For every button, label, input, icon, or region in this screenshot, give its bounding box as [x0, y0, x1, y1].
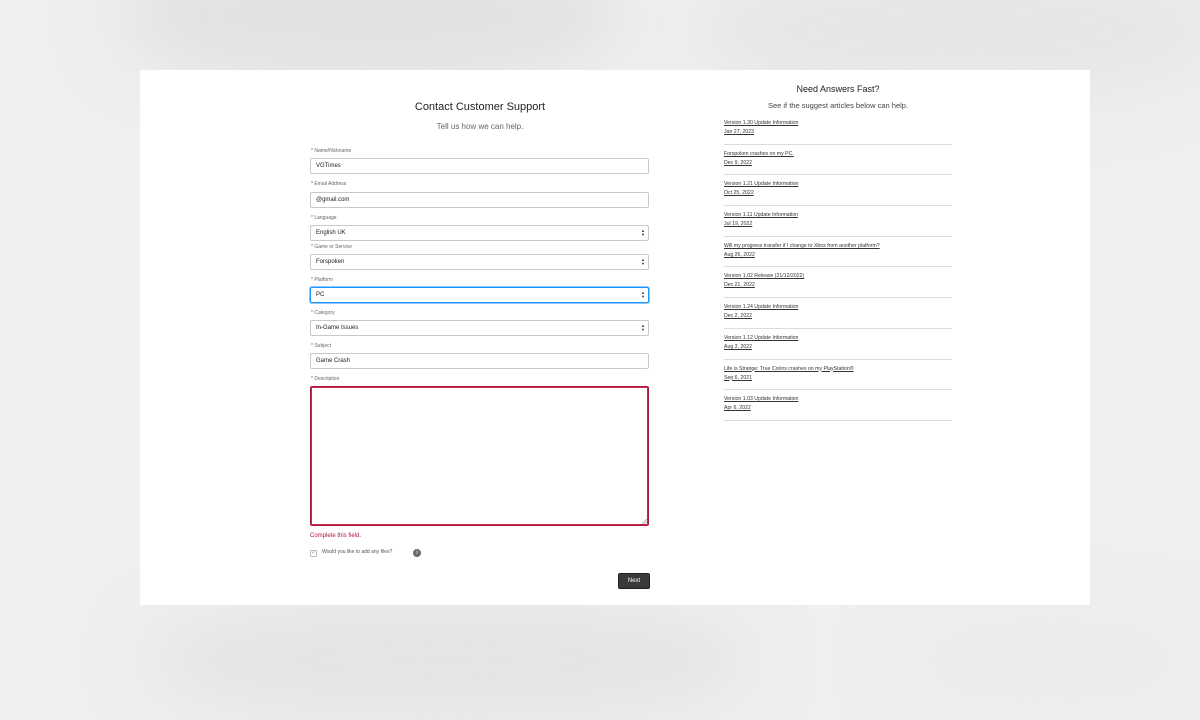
- subject-label: * Subject: [311, 343, 332, 349]
- resize-handle-icon[interactable]: [641, 518, 647, 524]
- article-date[interactable]: Aug 26, 2022: [724, 251, 755, 258]
- game-select[interactable]: Forspoken ▲ ▼: [310, 254, 649, 270]
- email-input[interactable]: @gmail.com: [310, 192, 649, 208]
- description-label: * Description: [311, 376, 340, 382]
- article-link[interactable]: Version 1.24 Update Information: [724, 304, 799, 311]
- article-item: [724, 145, 952, 176]
- select-arrows-icon: ▲ ▼: [641, 257, 645, 266]
- article-item: [724, 237, 952, 268]
- article-link[interactable]: Version 1.11 Update Information: [724, 212, 799, 219]
- article-item: [724, 206, 952, 237]
- article-item: [724, 175, 952, 206]
- article-date[interactable]: Oct 25, 2022: [724, 190, 754, 197]
- article-item: [724, 267, 952, 298]
- article-list: [724, 114, 952, 421]
- article-date[interactable]: Dec 2, 2022: [724, 313, 752, 320]
- category-label: * Category: [311, 310, 335, 316]
- article-link[interactable]: Version 1.03 Update Information: [724, 396, 799, 403]
- platform-label: * Platform: [311, 277, 333, 283]
- article-item: [724, 390, 952, 421]
- background-blur: [900, 620, 1200, 700]
- name-input[interactable]: VGTimes: [310, 158, 649, 174]
- add-files-label: Would you like to add any files?: [322, 549, 393, 555]
- language-label: * Language: [311, 215, 337, 221]
- article-date[interactable]: Apr 6, 2022: [724, 405, 751, 412]
- select-arrows-icon: ▲ ▼: [641, 323, 645, 332]
- language-select[interactable]: English UK ▲ ▼: [310, 225, 649, 241]
- article-date[interactable]: Sep 6, 2021: [724, 374, 752, 381]
- article-date[interactable]: Dec 21, 2022: [724, 282, 755, 289]
- sidebar-subtitle: See if the suggest articles below can help.: [767, 101, 909, 110]
- article-date[interactable]: Dec 9, 2022: [724, 159, 752, 166]
- article-link[interactable]: Version 1.21 Update Information: [724, 181, 799, 188]
- form-subtitle: Tell us how we can help.: [436, 122, 524, 131]
- article-link[interactable]: Version 1.30 Update Information: [724, 120, 799, 126]
- email-label: * Email Address: [311, 181, 347, 187]
- subject-input[interactable]: Game Crash: [310, 353, 649, 369]
- article-date[interactable]: Jan 27, 2023: [724, 129, 754, 135]
- article-date[interactable]: Jul 19, 2022: [724, 221, 753, 228]
- select-arrows-icon: ▲ ▼: [641, 228, 645, 237]
- article-link[interactable]: Life is Strange: True Colors crashes on my PlayStation®: [724, 365, 854, 372]
- category-select[interactable]: In-Game Issues ▲ ▼: [310, 320, 649, 336]
- game-label: * Game or Service: [311, 244, 352, 250]
- article-item: [724, 114, 952, 145]
- description-textarea[interactable]: [310, 386, 649, 526]
- article-item: [724, 360, 952, 391]
- add-files-checkbox[interactable]: ✓: [311, 550, 316, 556]
- article-link[interactable]: Version 1.12 Update Information: [724, 334, 799, 341]
- background-blur: [150, 600, 750, 720]
- name-label: * Name/Nickname: [311, 148, 352, 154]
- sidebar-title: Need Answers Fast?: [796, 84, 880, 94]
- article-date[interactable]: Aug 3, 2022: [724, 343, 752, 350]
- select-arrows-icon: ▲ ▼: [641, 290, 645, 299]
- description-error: Complete this field.: [310, 533, 362, 539]
- form-title: Contact Customer Support: [414, 101, 546, 113]
- next-button[interactable]: Next: [618, 573, 650, 589]
- article-link[interactable]: Will my progress transfer if I change to Xbox from another platform?: [724, 242, 880, 249]
- article-item: [724, 329, 952, 360]
- info-icon[interactable]: i: [413, 549, 421, 557]
- article-link[interactable]: Forspoken crashes on my PC.: [724, 150, 794, 157]
- platform-select[interactable]: PC ▲ ▼: [310, 287, 649, 303]
- article-link[interactable]: Version 1.02 Release (21/12/2022): [724, 273, 805, 280]
- article-item: [724, 298, 952, 329]
